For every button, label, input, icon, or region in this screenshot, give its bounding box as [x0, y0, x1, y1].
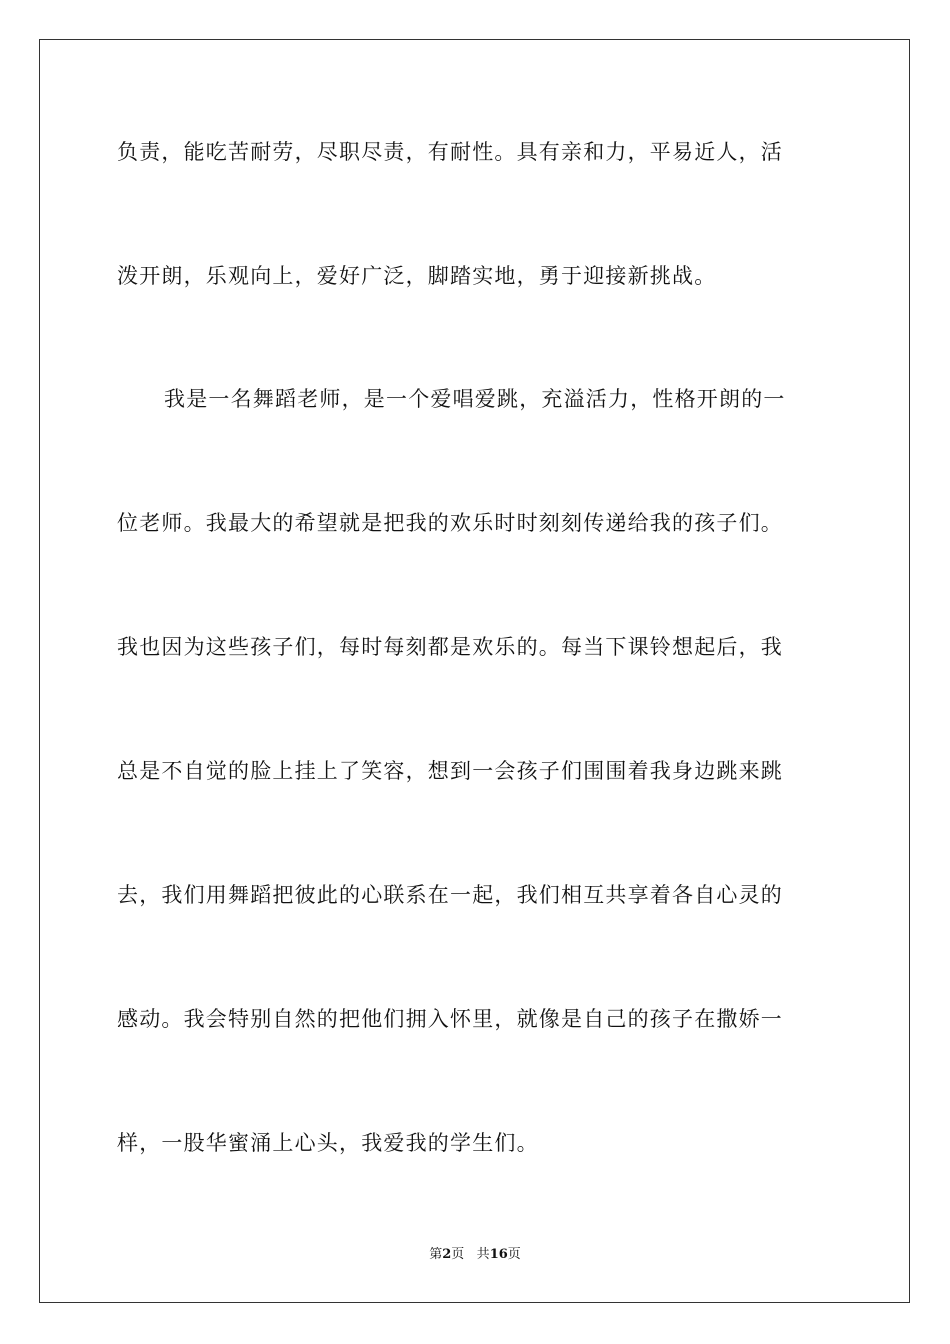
paragraph-line-3: 我是一名舞蹈老师，是一个爱唱爱跳，充溢活力，性格开朗的一 — [164, 387, 786, 411]
paragraph-line-1: 负责，能吃苦耐劳，尽职尽责，有耐性。具有亲和力，平易近人，活 — [117, 140, 783, 164]
page-border — [39, 39, 910, 1303]
footer-total-prefix: 共 — [476, 1247, 490, 1262]
footer-page-number: 2 — [442, 1247, 452, 1262]
paragraph-line-5: 我也因为这些孩子们，每时每刻都是欢乐的。每当下课铃想起后，我 — [117, 635, 783, 659]
footer-page-prefix: 第 — [429, 1247, 443, 1262]
footer-total-suffix: 页 — [507, 1247, 521, 1262]
paragraph-line-4: 位老师。我最大的希望就是把我的欢乐时时刻刻传递给我的孩子们。 — [117, 511, 783, 535]
page-footer — [0, 1246, 950, 1264]
footer-total-pages: 16 — [489, 1247, 508, 1262]
paragraph-line-8: 感动。我会特别自然的把他们拥入怀里，就像是自己的孩子在撒娇一 — [117, 1007, 783, 1031]
paragraph-line-7: 去，我们用舞蹈把彼此的心联系在一起，我们相互共享着各自心灵的 — [117, 883, 783, 907]
footer-page-suffix: 页 — [451, 1247, 465, 1262]
paragraph-line-9: 样，一股华蜜涌上心头，我爱我的学生们。 — [117, 1131, 539, 1155]
paragraph-line-2: 泼开朗，乐观向上，爱好广泛，脚踏实地，勇于迎接新挑战。 — [117, 264, 717, 288]
paragraph-line-6: 总是不自觉的脸上挂上了笑容，想到一会孩子们围围着我身边跳来跳 — [117, 759, 783, 783]
